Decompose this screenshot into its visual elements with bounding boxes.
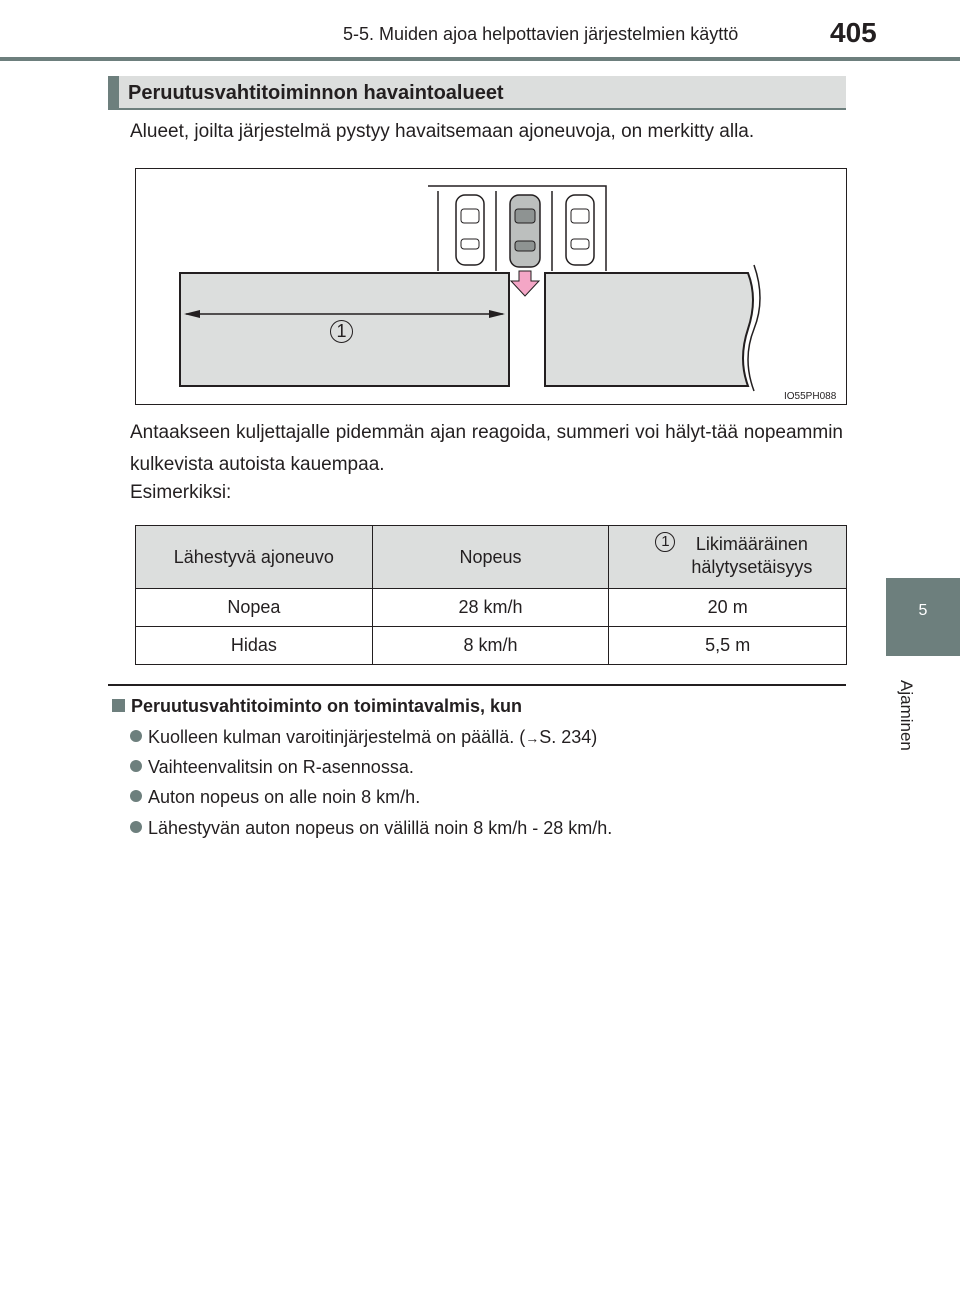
example-label: Esimerkiksi: [130, 482, 232, 503]
zone-marker: 1 [655, 532, 675, 552]
square-bullet-icon [112, 699, 125, 712]
subsection-divider [108, 684, 846, 686]
section-heading-bar [108, 76, 846, 110]
table-header: Lähestyvä ajoneuvo [136, 526, 373, 589]
table-cell: 20 m [609, 589, 847, 627]
chapter-tab-number: 5 [918, 602, 928, 619]
list-item: Vaihteenvalitsin on R-asennossa. [130, 757, 414, 778]
table-cell: 8 km/h [372, 627, 609, 665]
bullet-icon [130, 730, 142, 742]
table-cell: 28 km/h [372, 589, 609, 627]
chapter-tab-label: Ajaminen [897, 680, 916, 751]
detection-zone-right [545, 273, 753, 386]
table-cell: Hidas [136, 627, 373, 665]
body-paragraph: Antaakseen kuljettajalle pidemmän ajan reagoida, summeri voi hälyt-tää nopeammin kulkevista autoista kauempaa. [130, 422, 843, 475]
table-header-row [136, 526, 847, 589]
page-reference-link[interactable]: S. 234) [539, 727, 598, 747]
table-cell: 5,5 m [609, 627, 847, 665]
parked-car-right-icon [566, 195, 594, 265]
parked-car-left-icon [456, 195, 484, 265]
reverse-direction-arrow-icon [511, 271, 539, 296]
figure-code: IO55PH088 [784, 391, 837, 402]
page-number: 405 [830, 17, 877, 48]
table-row [136, 627, 847, 665]
chapter-tab[interactable] [886, 578, 960, 656]
header-divider [0, 57, 960, 61]
subsection-heading: Peruutusvahtitoiminto on toimintavalmis, kun [112, 696, 522, 717]
intro-text: Alueet, joilta järjestelmä pystyy havaitsemaan ajoneuvoja, on merkitty alla. [130, 121, 755, 142]
bullet-icon [130, 790, 142, 802]
chapter-title: 5-5. Muiden ajoa helpottavien järjestelmien käyttö [343, 24, 739, 44]
reversing-car-icon [510, 195, 540, 267]
detection-area-figure [135, 168, 847, 405]
table-header-text: Likimääräinen hälytysetäisyys [691, 534, 813, 577]
list-item: Kuolleen kulman varoitinjärjestelmä on päällä. (→S. 234) [130, 727, 597, 748]
list-item: Lähestyvän auton nopeus on välillä noin 8 km/h - 28 km/h. [130, 818, 612, 839]
arrow-ref-icon: → [525, 730, 540, 746]
table-cell: Nopea [136, 589, 373, 627]
table-header: Nopeus [372, 526, 609, 589]
alert-distance-table [135, 525, 847, 665]
parking-diagram [136, 169, 848, 406]
bullet-icon [130, 760, 142, 772]
zone-marker: 1 [330, 320, 353, 343]
section-accent [108, 76, 119, 110]
section-title: Peruutusvahtitoiminnon havaintoalueet [128, 82, 504, 104]
list-item: Auton nopeus on alle noin 8 km/h. [130, 787, 420, 808]
bullet-icon [130, 821, 142, 833]
table-row [136, 589, 847, 627]
table-header [609, 526, 847, 589]
